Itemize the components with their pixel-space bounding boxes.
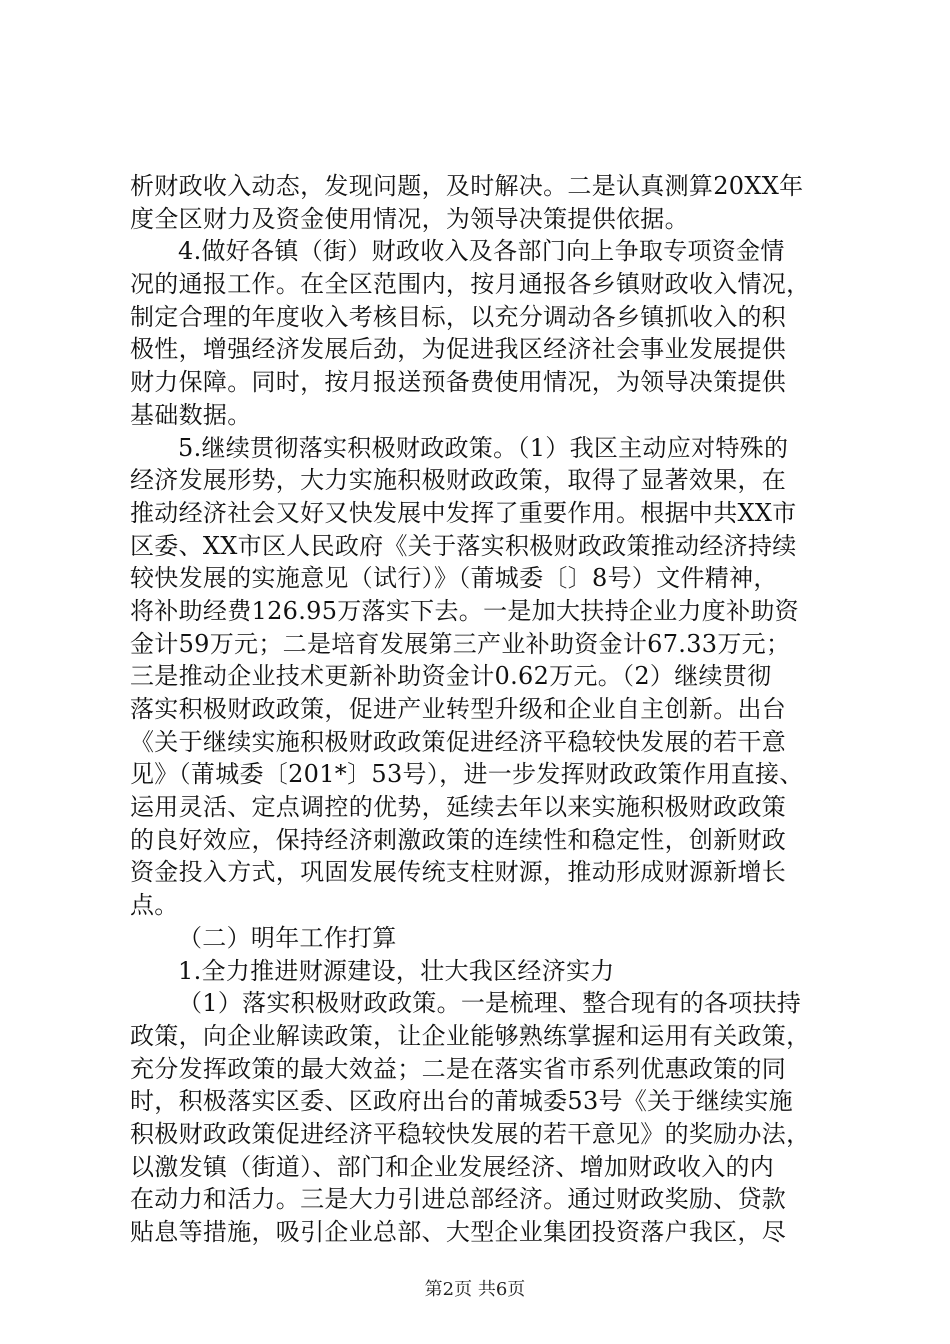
text-line: （1）落实积极财政政策。一是梳理、整合现有的各项扶持	[178, 989, 802, 1018]
text-line: 金计59万元；二是培育发展第三产业补助资金计67.33万元；	[130, 629, 791, 658]
text-line: 区委、XX市区人民政府《关于落实积极财政政策推动经济持续	[130, 531, 797, 560]
page-number-footer: 第2页 共6页	[424, 1279, 526, 1300]
text-line: 资金投入方式，巩固发展传统支柱财源，推动形成财源新增长	[130, 858, 787, 887]
text-line: 析财政收入动态，发现问题，及时解决。二是认真测算20XX年	[130, 172, 804, 200]
text-line: 经济发展形势，大力实施积极财政政策，取得了显著效果，在	[130, 466, 787, 495]
subsection-heading: 1.全力推进财源建设，壮大我区经济实力	[178, 956, 615, 985]
text-line: 将补助经费126.95万落实下去。一是加大扶持企业力度补助资	[130, 596, 799, 625]
text-line: 极性，增强经济发展后劲，为促进我区经济社会事业发展提供	[130, 335, 787, 364]
text-line: 三是推动企业技术更新补助资金计0.62万元。（2）继续贯彻	[130, 662, 772, 691]
text-line: 推动经济社会又好又快发展中发挥了重要作用。根据中共XX市	[130, 498, 797, 527]
text-line: 制定合理的年度收入考核目标，以充分调动各乡镇抓收入的积	[130, 302, 787, 331]
text-line: 时，积极落实区委、区政府出台的莆城委53号《关于继续实施	[130, 1087, 793, 1116]
text-line: 财力保障。同时，按月报送预备费使用情况，为领导决策提供	[130, 368, 787, 397]
text-line: 的良好效应，保持经济刺激政策的连续性和稳定性，创新财政	[130, 825, 787, 854]
text-line: 以激发镇（街道）、部门和企业发展经济、增加财政收入的内	[130, 1152, 775, 1181]
text-line: 见》（莆城委〔201*〕53号），进一步发挥财政政策作用直接、	[130, 760, 804, 789]
text-line: 落实积极财政政策，促进产业转型升级和企业自主创新。出台	[130, 695, 787, 723]
document-body	[130, 170, 840, 1249]
text-line: 况的通报工作。在全区范围内，按月通报各乡镇财政收入情况，	[130, 270, 811, 299]
text-line: 度全区财力及资金使用情况，为领导决策提供依据。	[130, 204, 689, 233]
text-line: 贴息等措施，吸引企业总部、大型企业集团投资落户我区，尽	[130, 1218, 787, 1246]
text-line: 《关于继续实施积极财政政策促进经济平稳较快发展的若干意	[130, 727, 787, 756]
section-heading: （二）明年工作打算	[178, 923, 397, 952]
text-line: 政策，向企业解读政策，让企业能够熟练掌握和运用有关政策，	[130, 1021, 811, 1050]
text-line: 点。	[130, 891, 179, 920]
text-line: 4.做好各镇（街）财政收入及各部门向上争取专项资金情	[178, 237, 785, 266]
text-line: 5.继续贯彻落实积极财政政策。（1）我区主动应对特殊的	[178, 433, 789, 462]
text-line: 积极财政政策促进经济平稳较快发展的若干意见》的奖励办法，	[130, 1119, 811, 1148]
text-line: 充分发挥政策的最大效益；二是在落实省市系列优惠政策的同	[130, 1054, 787, 1083]
text-line: 基础数据。	[130, 400, 252, 429]
text-line: 运用灵活、定点调控的优势，延续去年以来实施积极财政政策	[130, 793, 787, 822]
text-line: 较快发展的实施意见（试行）》（莆城委〔〕8号）文件精神，	[130, 564, 778, 593]
text-line: 在动力和活力。三是大力引进总部经济。通过财政奖励、贷款	[130, 1185, 787, 1214]
